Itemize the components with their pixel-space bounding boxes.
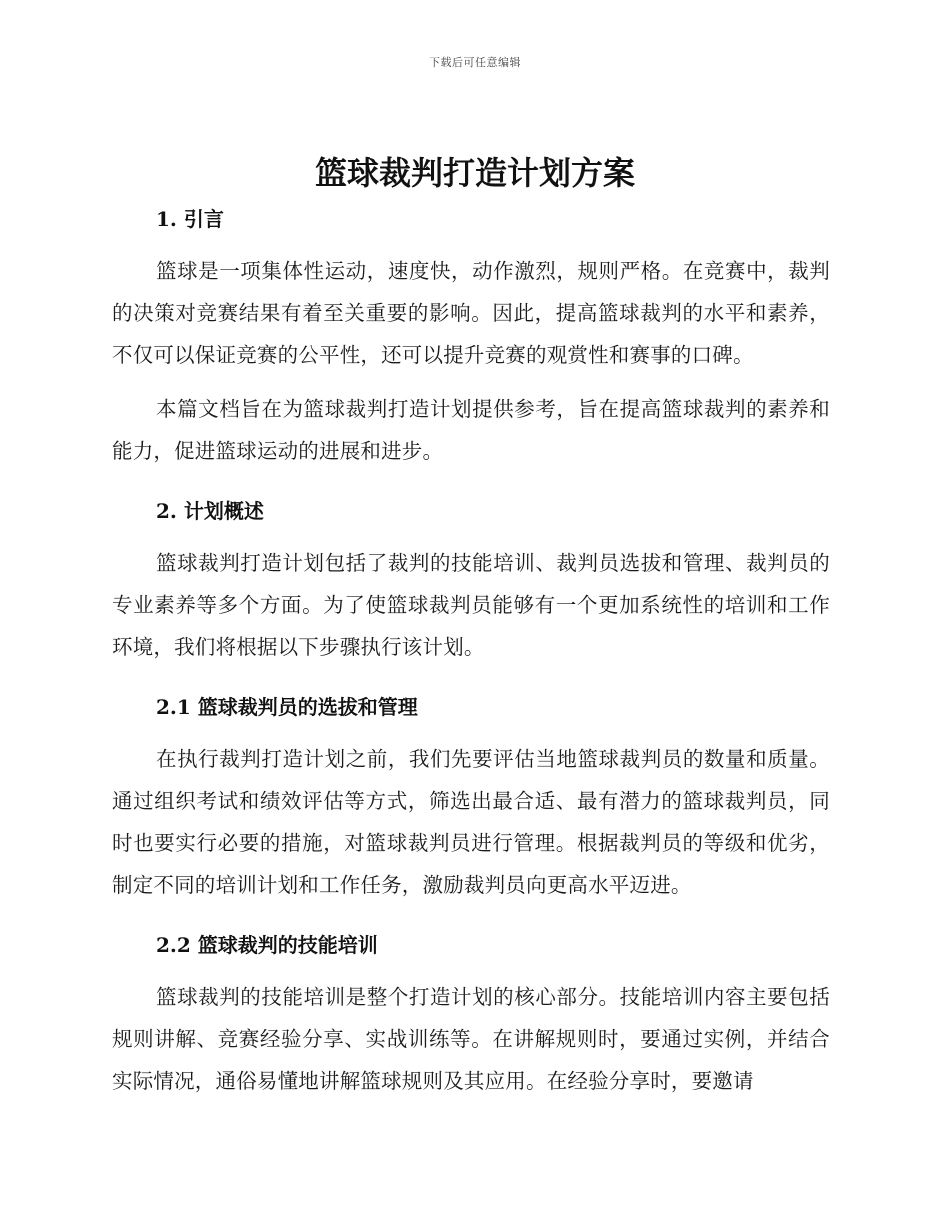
document-title: 篮球裁判打造计划方案: [314, 154, 635, 192]
page-header-note: 下载后可任意编辑: [429, 56, 521, 69]
document-body: [112, 200, 830, 1102]
paragraph: 篮球是一项集体性运动，速度快，动作激烈，规则严格。在竞赛中，裁判的决策对竞赛结果有着至关重要的影响。因此，提高篮球裁判的水平和素养，不仅可以保证竞赛的公平性，还可以提升竞赛的观赏性和赛事的口碑。: [112, 259, 830, 367]
section-heading-selection: 2.1 篮球裁判员的选拔和管理: [156, 695, 418, 719]
section-heading-intro: 1. 引言: [156, 207, 224, 231]
paragraph: 篮球裁判的技能培训是整个打造计划的核心部分。技能培训内容主要包括规则讲解、竞赛经验分享、实战训练等。在讲解规则时，要通过实例，并结合实际情况，通俗易懂地讲解篮球规则及其应用。在经验分享时，要邀请: [112, 985, 830, 1093]
section-heading-training: 2.2 篮球裁判的技能培训: [156, 933, 378, 957]
paragraph: 本篇文档旨在为篮球裁判打造计划提供参考，旨在提高篮球裁判的素养和能力，促进篮球运动的进展和进步。: [112, 397, 830, 463]
paragraph: 在执行裁判打造计划之前，我们先要评估当地篮球裁判员的数量和质量。通过组织考试和绩效评估等方式，筛选出最合适、最有潜力的篮球裁判员，同时也要实行必要的措施，对篮球裁判员进行管理。根据裁判员的等级和优劣，制定不同的培训计划和工作任务，激励裁判员向更高水平迈进。: [112, 747, 830, 897]
paragraph: 篮球裁判打造计划包括了裁判的技能培训、裁判员选拔和管理、裁判员的专业素养等多个方面。为了使篮球裁判员能够有一个更加系统性的培训和工作环境，我们将根据以下步骤执行该计划。: [112, 551, 830, 659]
section-heading-overview: 2. 计划概述: [156, 499, 264, 523]
